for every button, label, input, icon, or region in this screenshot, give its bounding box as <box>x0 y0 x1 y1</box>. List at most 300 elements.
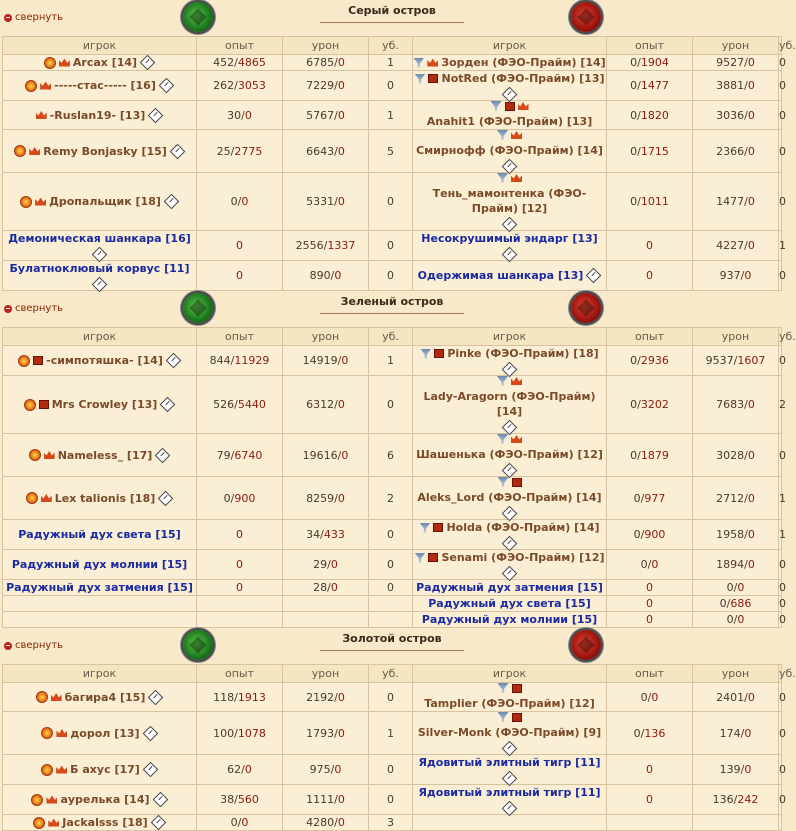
table-row <box>3 55 782 71</box>
info-icon[interactable] <box>158 490 174 506</box>
table-row <box>3 683 782 712</box>
col-header-dmg: урон <box>283 37 369 55</box>
player-cell <box>3 815 197 831</box>
player-name[interactable] <box>441 71 604 86</box>
player-name-text[interactable]: Смирнофф (ФЭО-Прайм) <box>416 144 574 157</box>
player-name[interactable] <box>416 447 603 462</box>
player-cell <box>413 815 607 831</box>
damage-cell <box>693 261 779 291</box>
exp-cell-total: 0 <box>241 816 249 829</box>
player-name[interactable] <box>6 580 193 595</box>
damage-cell-value: 3028/ <box>716 448 748 462</box>
player-info <box>3 557 196 572</box>
exp-cell <box>197 683 283 712</box>
player-name-text[interactable]: Arcax <box>72 56 108 69</box>
player-info <box>3 231 196 260</box>
player-name-text[interactable]: Aleks_Lord (ФЭО-Прайм) <box>417 491 573 504</box>
clan-funnel-icon <box>419 523 430 533</box>
col-header-exp: опыт <box>607 665 693 683</box>
exp-cell <box>197 712 283 755</box>
player-name[interactable] <box>446 520 599 535</box>
damage-cell <box>693 376 779 434</box>
table-row <box>3 785 782 815</box>
island-section <box>0 291 796 628</box>
damage-cell-total: 0 <box>330 581 338 594</box>
crown-icon <box>511 435 522 443</box>
damage-cell <box>693 596 779 612</box>
player-name-text[interactable]: Демоническая шанкара <box>8 232 162 245</box>
player-info <box>3 78 196 93</box>
player-name[interactable] <box>50 108 146 123</box>
table-row <box>3 755 782 785</box>
exp-cell <box>607 815 693 831</box>
info-icon[interactable] <box>155 447 171 463</box>
col-header-exp: опыт <box>607 37 693 55</box>
crown-icon <box>56 766 67 774</box>
player-name[interactable] <box>418 755 600 770</box>
info-icon[interactable] <box>140 55 156 71</box>
player-name-text[interactable]: Nameless_ <box>57 448 124 462</box>
player-name-text[interactable]: Mrs Crowley <box>51 398 129 411</box>
player-name-text[interactable]: Pinke (ФЭО-Прайм) <box>447 347 570 360</box>
player-name[interactable] <box>418 725 601 740</box>
damage-cell <box>283 346 369 376</box>
kills-cell: 0 <box>779 613 786 626</box>
player-name[interactable] <box>441 550 604 565</box>
player-level: [15] <box>565 597 591 610</box>
player-name[interactable] <box>46 353 163 368</box>
player-name-text[interactable]: Anahit1 (ФЭО-Прайм) <box>426 115 564 128</box>
kills-cell: 3 <box>369 815 413 831</box>
header-row <box>3 328 782 346</box>
damage-cell-value: 139/ <box>719 763 745 776</box>
exp-cell-total: 3053 <box>237 79 266 92</box>
exp-cell <box>197 755 283 785</box>
exp-cell-value: 0/ <box>230 195 242 208</box>
info-icon[interactable] <box>148 107 164 123</box>
player-name-text[interactable]: Шашенька (ФЭО-Прайм) <box>416 448 574 461</box>
player-name-text[interactable]: Радужный дух света <box>428 597 566 610</box>
player-name[interactable] <box>8 231 191 246</box>
player-info <box>3 690 196 705</box>
team-red-emblem-icon <box>571 293 601 323</box>
exp-cell-value: 0/ <box>633 491 645 505</box>
swirl-icon <box>41 727 53 739</box>
damage-cell-value: 4280/ <box>306 816 338 829</box>
player-name-text[interactable]: Ядовитый элитный тигр <box>418 756 572 769</box>
player-name-text[interactable]: -Ruslan19- <box>49 108 117 122</box>
exp-cell-total: 4865 <box>237 56 266 69</box>
exp-cell <box>197 376 283 434</box>
table-row <box>3 580 782 596</box>
player-level: [14] <box>580 56 606 69</box>
player-info <box>413 612 606 627</box>
damage-cell-value: 937/ <box>719 269 745 282</box>
table-row <box>3 376 782 434</box>
title-underline <box>320 650 464 651</box>
info-icon[interactable] <box>160 397 176 413</box>
damage-cell-total: 0 <box>747 558 755 571</box>
col-header-player: игрок <box>3 328 197 346</box>
player-info <box>413 101 606 129</box>
damage-cell <box>693 101 779 130</box>
header-row <box>3 37 782 55</box>
player-name[interactable] <box>55 491 156 506</box>
exp-cell-total: 2775 <box>234 144 263 158</box>
player-level: [16] <box>165 232 191 245</box>
player-name[interactable] <box>54 78 156 93</box>
player-name-text[interactable]: Радужный дух молнии <box>421 613 572 626</box>
damage-cell-total: 0 <box>747 56 755 69</box>
player-name[interactable] <box>421 231 597 246</box>
player-cell <box>3 376 197 434</box>
player-name[interactable] <box>413 389 606 419</box>
collapse-button[interactable] <box>4 303 63 314</box>
player-name[interactable] <box>416 143 603 158</box>
player-info <box>413 596 606 611</box>
damage-cell-value: 2712/ <box>716 491 748 505</box>
kills-cell: 2 <box>369 477 413 520</box>
table-row <box>3 815 782 831</box>
damage-cell <box>283 755 369 785</box>
player-name[interactable] <box>427 114 592 129</box>
player-cell <box>413 376 607 434</box>
player-name-text[interactable]: Silver-Monk (ФЭО-Прайм) <box>417 726 580 739</box>
damage-cell <box>283 580 369 596</box>
kills-cell: 0 <box>779 785 782 815</box>
damage-cell <box>693 477 779 520</box>
section-header <box>0 628 784 664</box>
player-level: [13] <box>114 726 140 740</box>
kills-cell: 0 <box>369 550 413 580</box>
player-info <box>413 130 606 172</box>
island-section <box>0 628 796 831</box>
kills-cell: 0 <box>779 683 782 712</box>
swirl-icon <box>20 196 32 208</box>
damage-cell-value: 7229/ <box>306 79 338 92</box>
table-row <box>3 550 782 580</box>
info-icon[interactable] <box>148 689 164 705</box>
kills-cell: 0 <box>369 173 413 231</box>
player-name[interactable] <box>62 815 147 830</box>
clan-funnel-icon <box>498 683 509 693</box>
exp-cell <box>607 261 693 291</box>
player-name-text[interactable]: Тень_мамонтенка (ФЭО-Прайм) <box>432 187 587 215</box>
damage-cell-value: 3036/ <box>716 108 748 122</box>
player-name[interactable] <box>49 194 161 209</box>
player-cell <box>3 596 197 612</box>
exp-cell-total: 0 <box>646 793 653 806</box>
info-icon[interactable] <box>170 143 186 159</box>
player-info <box>413 520 606 549</box>
player-name-text[interactable]: Радужный дух света <box>18 528 156 541</box>
table-row <box>3 477 782 520</box>
player-name[interactable] <box>10 261 190 276</box>
player-name-text[interactable]: Одержимая шанкара <box>417 269 555 282</box>
col-header-exp: опыт <box>197 328 283 346</box>
damage-cell-total: 1337 <box>327 239 356 252</box>
damage-cell-total: 0 <box>337 398 345 411</box>
damage-cell-total: 0 <box>334 269 342 282</box>
kills-cell: 0 <box>369 376 413 434</box>
player-name-text[interactable]: Радужный дух затмения <box>6 581 168 594</box>
player-name[interactable] <box>418 268 584 283</box>
info-icon[interactable] <box>150 815 166 831</box>
exp-cell-total: 0 <box>651 558 659 571</box>
crown-icon <box>46 796 57 804</box>
swirl-icon <box>18 355 30 367</box>
player-info <box>413 550 606 579</box>
exp-cell-total: 1879 <box>640 448 669 462</box>
player-name-text[interactable]: Tamplier (ФЭО-Прайм) <box>424 697 566 710</box>
player-name[interactable] <box>416 580 603 595</box>
player-cell <box>413 755 607 785</box>
collapse-button[interactable] <box>4 640 63 651</box>
exp-cell-value: 38/ <box>220 793 238 806</box>
exp-cell-value: 526/ <box>213 398 238 411</box>
damage-cell-total: 0 <box>337 726 345 740</box>
island-title: Серый остров <box>348 4 436 17</box>
exp-cell-value: 0/ <box>633 726 645 740</box>
crown-icon <box>427 59 438 67</box>
damage-cell-total: 433 <box>323 528 345 541</box>
player-info <box>3 792 196 807</box>
island-title: Золотой остров <box>342 632 442 645</box>
exp-cell-total: 0 <box>236 558 243 571</box>
team-green-emblem-icon <box>183 2 213 32</box>
minus-icon <box>4 14 12 22</box>
exp-cell <box>197 261 283 291</box>
table-row <box>3 261 782 291</box>
swirl-icon <box>33 817 45 829</box>
kills-cell: 0 <box>779 173 782 231</box>
player-name[interactable] <box>52 397 158 412</box>
rank-badge-icon <box>39 400 49 409</box>
player-name-text[interactable]: Дропальщик <box>49 195 132 208</box>
player-cell <box>3 550 197 580</box>
player-level: [13] <box>131 398 158 411</box>
info-icon[interactable] <box>143 762 159 778</box>
damage-cell-value: 136/ <box>712 793 738 806</box>
player-name-text[interactable]: Несокрушимый эндарг <box>421 232 569 245</box>
swirl-icon <box>24 399 36 411</box>
col-header-dmg: урон <box>283 328 369 346</box>
player-name-text[interactable]: Lex talionis <box>54 491 127 505</box>
player-cell <box>413 101 607 130</box>
player-level: [9] <box>583 726 602 739</box>
info-icon[interactable] <box>152 792 168 808</box>
kills-cell: 0 <box>779 71 782 101</box>
player-name-text[interactable]: Senami (ФЭО-Прайм) <box>441 551 576 564</box>
exp-cell <box>607 346 693 376</box>
player-info <box>3 448 196 463</box>
player-name[interactable] <box>12 557 187 572</box>
player-name[interactable] <box>447 346 598 361</box>
collapse-label: свернуть <box>15 640 64 651</box>
player-cell <box>3 612 197 628</box>
damage-cell <box>693 550 779 580</box>
player-level: [15] <box>571 613 598 626</box>
col-header-exp: опыт <box>197 37 283 55</box>
exp-cell-total: 136 <box>644 726 666 740</box>
player-name[interactable] <box>58 448 153 463</box>
crown-icon <box>511 174 522 182</box>
player-name[interactable] <box>73 55 137 70</box>
damage-cell-total: 0 <box>337 56 345 69</box>
clan-funnel-icon <box>414 74 425 84</box>
player-name[interactable] <box>428 596 591 611</box>
exp-cell-value: 0/ <box>630 79 641 92</box>
kills-cell: 1 <box>779 231 782 261</box>
damage-cell <box>283 55 369 71</box>
player-cell <box>413 130 607 173</box>
player-info <box>413 477 606 519</box>
player-info <box>413 376 606 433</box>
info-icon[interactable] <box>159 78 175 94</box>
damage-cell-total: 686 <box>730 597 752 610</box>
col-header-player: игрок <box>413 665 607 683</box>
info-icon[interactable] <box>586 268 602 284</box>
player-name-text[interactable]: NotRed (ФЭО-Прайм) <box>441 72 576 85</box>
damage-cell-value: 1894/ <box>716 558 748 571</box>
player-name-text[interactable]: -----стас----- <box>54 79 127 92</box>
damage-cell-value: 1477/ <box>716 195 748 208</box>
player-name[interactable] <box>418 785 600 800</box>
player-name-text[interactable]: багира4 <box>64 690 117 704</box>
exp-cell <box>197 580 283 596</box>
player-name[interactable] <box>424 696 594 711</box>
player-name-text[interactable]: Lady-Aragorn (ФЭО-Прайм) <box>423 390 596 403</box>
player-level: [11] <box>575 786 601 799</box>
kills-cell: 0 <box>369 261 413 291</box>
player-name-text[interactable]: Remy Bonjasky <box>43 144 138 158</box>
player-name[interactable] <box>70 726 139 741</box>
damage-cell <box>693 173 779 231</box>
damage-cell-value: 0/ <box>719 597 731 610</box>
player-info <box>3 397 196 412</box>
exp-cell-total: 1904 <box>640 56 669 69</box>
exp-cell-total: 560 <box>237 793 259 806</box>
player-info <box>413 683 606 711</box>
damage-cell-value: 9527/ <box>716 56 748 69</box>
player-name[interactable] <box>417 490 601 505</box>
section-header <box>0 291 784 327</box>
player-level: [13] <box>572 232 598 245</box>
player-info <box>3 580 196 595</box>
exp-cell-total: 0 <box>236 269 243 282</box>
col-header-dmg: урон <box>283 665 369 683</box>
player-level: [18] <box>573 347 599 360</box>
damage-cell-value: 0/ <box>726 581 738 594</box>
collapse-button[interactable] <box>4 12 63 23</box>
exp-cell-total: 0 <box>646 239 653 252</box>
damage-cell <box>283 261 369 291</box>
damage-cell-total: 0 <box>747 690 755 704</box>
damage-cell-value: 2366/ <box>716 144 748 158</box>
damage-cell-total: 0 <box>337 108 345 122</box>
exp-cell-value: 0/ <box>640 690 652 704</box>
table-row <box>3 346 782 376</box>
player-name-text[interactable]: Радужный дух затмения <box>416 581 578 594</box>
player-name-text[interactable]: дорол <box>70 726 111 740</box>
crown-icon <box>511 377 522 385</box>
player-name[interactable] <box>441 55 605 70</box>
player-name-text[interactable]: -симпотяшка- <box>46 354 134 367</box>
info-icon[interactable] <box>164 194 180 210</box>
player-cell <box>413 580 607 596</box>
exp-cell-value: 79/ <box>216 448 235 462</box>
exp-cell <box>197 231 283 261</box>
player-name-text[interactable]: Зорден (ФЭО-Прайм) <box>441 56 577 69</box>
player-name-text[interactable]: Jackalsss <box>62 816 119 829</box>
col-header-kills: уб. <box>779 37 782 55</box>
player-name-text[interactable]: Б ахус <box>70 763 111 776</box>
info-icon[interactable] <box>166 353 182 369</box>
info-icon[interactable] <box>142 725 158 741</box>
player-name-text[interactable]: Holda (ФЭО-Прайм) <box>446 521 571 534</box>
rank-badge-icon <box>512 478 522 487</box>
damage-cell-total: 0 <box>747 491 755 505</box>
damage-cell-total: 0 <box>747 448 755 462</box>
player-level: [14] <box>124 793 150 806</box>
damage-cell <box>693 580 779 596</box>
player-name-text[interactable]: Радужный дух молнии <box>11 558 162 571</box>
player-cell <box>3 173 197 231</box>
damage-cell <box>693 346 779 376</box>
col-header-dmg: урон <box>693 665 779 683</box>
info-icon[interactable] <box>92 277 108 293</box>
crown-icon <box>35 198 46 206</box>
rank-badge-icon <box>33 356 43 365</box>
damage-cell-value: 5331/ <box>306 195 338 208</box>
exp-cell <box>607 580 693 596</box>
player-name[interactable] <box>70 762 140 777</box>
exp-cell-value: 0/ <box>630 144 641 158</box>
rank-badge-icon <box>512 713 522 722</box>
player-name[interactable] <box>65 690 146 705</box>
player-name-text[interactable]: аурелька <box>60 793 121 806</box>
player-info <box>3 55 196 70</box>
crown-icon <box>56 729 67 737</box>
player-info <box>3 491 196 506</box>
player-name[interactable] <box>413 186 606 216</box>
player-cell <box>3 683 197 712</box>
player-level: [18] <box>129 491 156 505</box>
player-info <box>3 762 196 777</box>
exp-cell <box>197 785 283 815</box>
player-name[interactable] <box>60 792 149 807</box>
player-name-text[interactable]: Ядовитый элитный тигр <box>418 786 572 799</box>
exp-cell <box>197 520 283 550</box>
player-name[interactable] <box>18 527 181 542</box>
damage-cell-total: 0 <box>737 581 745 594</box>
kills-cell: 2 <box>779 376 782 434</box>
player-name[interactable] <box>43 144 167 159</box>
player-name-text[interactable]: Булатноклювый корвус <box>9 262 161 275</box>
swirl-icon <box>26 492 38 504</box>
col-header-exp: опыт <box>607 328 693 346</box>
table-row <box>3 173 782 231</box>
damage-cell <box>693 755 779 785</box>
exp-cell-value: 0/ <box>630 448 641 462</box>
col-header-player: игрок <box>3 665 197 683</box>
player-name[interactable] <box>422 612 597 627</box>
crown-icon <box>51 693 62 701</box>
exp-cell-total: 3202 <box>640 398 669 411</box>
damage-cell-value: 8259/ <box>306 491 338 505</box>
player-info <box>413 71 606 100</box>
col-header-kills: уб. <box>779 328 782 346</box>
